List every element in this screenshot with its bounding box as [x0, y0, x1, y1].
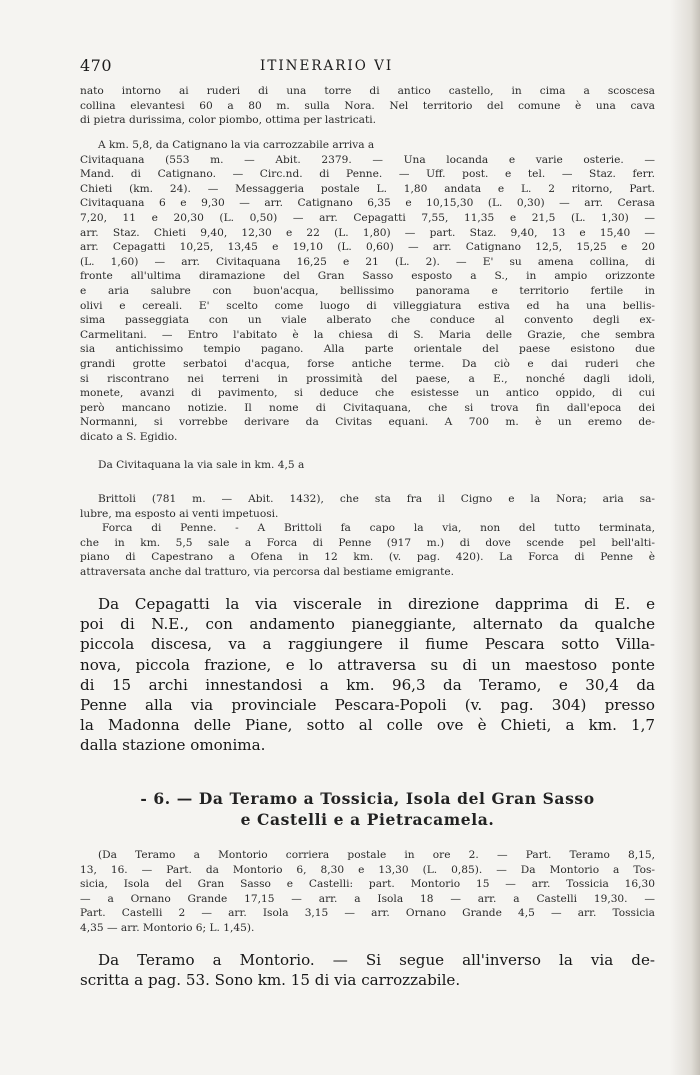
text-line: Brittoli (781 m. — Abit. 1432), che sta fra il Cigno e la Nora; aria sa-	[98, 493, 655, 505]
text-line: Part. Castelli 2 — arr. Isola 3,15 — arr. Ornano Grande 4,5 — arr. Tossicia	[80, 907, 655, 920]
text-line: Mand. di Catignano. — Circ.nd. di Penne. — Uff. post. e tel. — Staz. ferr.	[80, 168, 655, 181]
text-line: fronte all'ultima diramazione del Gran Sasso esposto a S., in ampio orizzonte	[80, 270, 655, 283]
montorio-paragraph	[80, 950, 655, 990]
text-line: grandi grotte serbatoi d'acqua, forse antiche terme. Da ciò e dai ruderi che	[80, 357, 655, 370]
civitaquana-paragraph	[80, 138, 655, 444]
text-line: di pietra durissima, color piombo, ottima per lastricati.	[80, 114, 376, 127]
text-line: piano di Capestrano a Ofena in 12 km. (v. pag. 420). La Forca di Penne è	[80, 551, 655, 564]
text-line: nova, piccola frazione, e lo attraversa su di un maestoso ponte	[80, 655, 655, 674]
text-line: A km. 5,8, da Catignano la via carrozzabile arriva a	[98, 139, 375, 151]
text-line: 7,20, 11 e 20,30 (L. 0,50) — arr. Cepagatti 7,55, 11,35 e 21,5 (L. 1,30) —	[80, 211, 655, 224]
text-line: Penne alla via provinciale Pescara-Popoli (v. pag. 304) presso	[80, 696, 655, 715]
text-line: Civitaquana (553 m. — Abit. 2379. — Una locanda e varie osterie. —	[80, 153, 655, 166]
text-line: Carmelitani. — Entro l'abitato è la chiesa di S. Maria delle Grazie, che sembra	[80, 328, 655, 341]
text-line: Da Civitaquana la via sale in km. 4,5 a	[98, 459, 305, 471]
page-number: 470	[80, 56, 113, 75]
text-line: arr. Staz. Chieti 9,40, 12,30 e 22 (L. 1,80) — part. Staz. 9,40, 13 e 15,40 —	[80, 226, 655, 239]
text-line: Forca di Penne. - A Brittoli fa capo la via, non del tutto terminata,	[102, 522, 655, 535]
text-line: — a Ornano Grande 17,15 — arr. a Isola 18 — arr. a Castelli 19,30. —	[80, 892, 655, 905]
section-title-line: - 6. — Da Teramo a Tossicia, Isola del Gran Sasso	[140, 789, 595, 808]
text-line: Da Teramo a Montorio. — Si segue all'inverso la via de-	[98, 951, 655, 969]
intro-paragraph	[80, 84, 655, 128]
text-line: (Da Teramo a Montorio corriera postale in ore 2. — Part. Teramo 8,15,	[98, 849, 655, 861]
text-line: la Madonna delle Piane, sotto al colle ove è Chieti, a km. 1,7	[80, 716, 655, 735]
text-line: collina elevantesi 60 a 80 m. sulla Nora. Nel territorio del comune è una cava	[80, 99, 655, 112]
text-line: scritta a pag. 53. Sono km. 15 di via carrozzabile.	[80, 971, 461, 990]
text-line: olivi e cereali. E' scelto come luogo di villeggiatura estiva ed ha una bellis-	[80, 299, 655, 312]
text-line: sia antichissimo tempio pagano. Alla parte orientale del paese esistono due	[80, 343, 655, 356]
cepagatti-paragraph	[80, 594, 655, 756]
text-line: si riscontrano nei terreni in prossimità del paese, a E., nonché dagli idoli,	[80, 372, 655, 385]
text-line: lubre, ma esposto ai venti impetuosi.	[80, 507, 279, 520]
text-line: Civitaquana 6 e 9,30 — arr. Catignano 6,35 e 10,15,30 (L. 0,30) — arr. Cerasa	[80, 197, 655, 210]
text-line: monete, avanzi di pavimento, si deduce che esistesse un antico oppido, di cui	[80, 387, 655, 400]
text-line: poi di N.E., con andamento pianeggiante, alternato da qualche	[80, 615, 655, 634]
section-heading	[80, 788, 655, 830]
text-line: sima passeggiata con un viale alberato che conduce al convento degli ex-	[80, 314, 655, 327]
text-line: (L. 1,60) — arr. Civitaquana 16,25 e 21 (L. 2). — E' su amena collina, di	[80, 255, 655, 268]
text-line: nato intorno ai ruderi di una torre di antico castello, in cima a scoscesa	[80, 85, 655, 97]
page-header	[80, 56, 660, 76]
text-line: attraversata anche dal tratturo, via percorsa dal bestiame emigrante.	[80, 565, 454, 578]
text-line: sicia, Isola del Gran Sasso e Castelli: part. Montorio 15 — arr. Tossicia 16,30	[80, 878, 655, 891]
page-edge-shadow	[670, 0, 700, 1075]
text-line: dalla stazione omonima.	[80, 736, 266, 755]
text-line: 13, 16. — Part. da Montorio 6, 8,30 e 13,30 (L. 0,85). — Da Montorio a Tos-	[80, 863, 655, 876]
brittoli-intro	[80, 458, 655, 473]
text-line: 4,35 — arr. Montorio 6; L. 1,45).	[80, 921, 255, 934]
text-line: arr. Cepagatti 10,25, 13,45 e 19,10 (L. 0,60) — arr. Catignano 12,5, 15,25 e 20	[80, 241, 655, 254]
text-line: Chieti (km. 24). — Messaggeria postale L. 1,80 andata e L. 2 ritorno, Part.	[80, 182, 655, 195]
text-line: Da Cepagatti la via viscerale in direzione dapprima di E. e	[98, 595, 655, 613]
text-line: Normanni, si vorrebbe derivare da Civitas equani. A 700 m. è un eremo de-	[80, 416, 655, 429]
running-title: ITINERARIO VI	[260, 58, 394, 74]
text-line: piccola discesa, va a raggiungere il fiume Pescara sotto Villa-	[80, 635, 655, 654]
text-line: dicato a S. Egidio.	[80, 430, 178, 443]
text-line: e aria salubre con buon'acqua, bellissimo panorama e territorio fertile in	[80, 284, 655, 297]
text-line: che in km. 5,5 sale a Forca di Penne (917 m.) di dove scende pel bell'alti-	[80, 536, 655, 549]
timetable-paragraph	[80, 848, 655, 936]
section-title-line: e Castelli e a Pietracamela.	[240, 810, 495, 829]
brittoli-paragraph	[80, 492, 655, 580]
text-line: però mancano notizie. Il nome di Civitaquana, che si trova fin dall'epoca dei	[80, 401, 655, 414]
text-line: di 15 archi innestandosi a km. 96,3 da Teramo, e 30,4 da	[80, 675, 655, 694]
